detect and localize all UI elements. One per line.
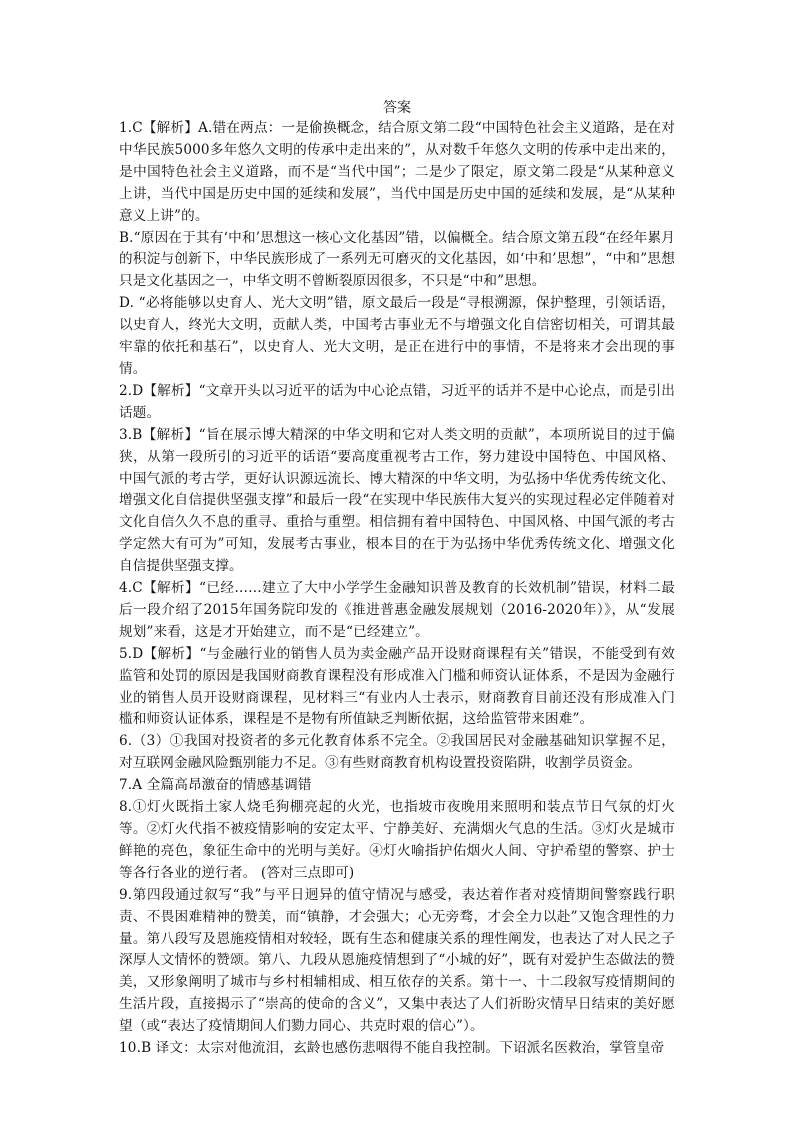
answer-paragraph: D. “必将能够以史育人、光大文明”错，原文最后一段是“寻根溯源，保护整理，引领话语，以史育人，终光大文明，贡献人类，中国考古事业无不与增强文化自信密切相关，可谓其最牢靠的依托和基石”，以史育人、光大文明，是正在进行中的事情，不是将来才会出现的事情。 xyxy=(119,295,675,377)
answer-paragraph: 1.C【解析】A.错在两点：一是偷换概念，结合原文第二段“中国特色社会主义道路，是在对中华民族5000多年悠久文明的传承中走出来的”，从对数千年悠久文明的传承中走出来的，是中国特色社会主义道路，而不是“当代中国”；二是少了限定，原文第二段是“从某种意义上讲，当代中国是历史中国的延续和发展”，当代中国是历史中国的延续和发展，是“从某种意义上讲”的。 xyxy=(119,120,675,224)
answer-paragraph: 9.第四段通过叙写“我”与平日迥异的值守情况与感受，表达着作者对疫情期间警察践行职责、不畏困难精神的赞美，而“镇静，才会强大；心无旁骛，才会全力以赴”又饱含理性的力量。第八段写及恩施疫情相对较轻，既有生态和健康关系的理性阐发，也表达了对人民之子深厚人文情怀的赞颂。第八、九段从恩施疫情想到了“小城的好”，既有对爱护生态做法的赞美，又形象阐明了城市与乡村相辅相成、相互依存的关系。第十一、十二段叙写疫情期间的生活片段，直接揭示了“崇高的使命的含义”，又集中表达了人们祈盼灾情早日结束的美好愿望（或“表达了疫情期间人们勠力同心、共克时艰的信心”）。 xyxy=(119,886,675,1035)
answer-paragraph: 3.B【解析】“旨在展示博大精深的中华文明和它对人类文明的贡献”，本项所说目的过于偏狭，从第一段所引的习近平的话语“要高度重视考古工作，努力建设中国特色、中国风格、中国气派的考古学，更好认识源远流长、博大精深的中华文明，为弘扬中华优秀传统文化、增强文化自信提供坚强支撑”和最后一段“在实现中华民族伟大复兴的实现过程必定伴随着对文化自信久久不息的重寻、重拾与重塑。相信拥有着中国特色、中国风格、中国气派的考古学定然大有可为”可知，发展考古事业，根本目的在于为弘扬中华优秀传统文化、增强文化自信提供坚强支撑。 xyxy=(119,426,675,575)
answer-paragraph: 10.B 译文：太宗对他流泪，玄龄也感伤悲咽得不能自我控制。下诏派名医救治，掌管皇帝 xyxy=(119,1040,665,1057)
answer-paragraph: 8.①灯火既指土家人烧毛狗棚亮起的火光，也指坡市夜晚用来照明和装点节日气氛的灯火等。②灯火代指不被疫情影响的安定太平、宁静美好、充满烟火气息的生活。③灯火是城市鲜艳的亮色，象征生命中的光明与美好。④灯火喻指护佑烟火人间、守护希望的警察、护士等各行各业的逆行者。 (答对三点即可) xyxy=(119,799,675,881)
answer-paragraph: 5.D【解析】“与金融行业的销售人员为卖金融产品开设财商课程有关”错误，不能受到有效监管和处罚的原因是我国财商教育课程没有形成准入门槛和师资认证体系，不是因为金融行业的销售人员开设财商课程，见材料三“有业内人士表示，财商教育目前还没有形成准入门槛和师资认证体系，课程是不是物有所值缺乏判断依据，这给监管带来困难”。 xyxy=(119,645,675,728)
answer-body xyxy=(119,118,675,1060)
answer-paragraph: B.“原因在于其有‘中和’思想这一核心文化基因”错，以偏概全。结合原文第五段“在经年累月的积淀与创新下，中华民族形成了一系列无可磨灭的文化基因，如‘中和’思想”，“中和”思想只是文化基因之一，中华文明不曾断裂原因很多，不只是“中和”思想。 xyxy=(119,229,675,290)
answer-paragraph: 2.D【解析】“文章开头以习近平的话为中心论点错，习近平的话并不是中心论点，而是引出话题。 xyxy=(119,382,675,421)
answer-paragraph: 7.A 全篇高昂激奋的情感基调错 xyxy=(119,777,312,794)
answer-paragraph: 4.C【解析】“已经……建立了大中小学学生金融知识普及教育的长效机制”错误，材料二最后一段介绍了2015年国务院印发的《推进普惠金融发展规划（2016-2020年）》，从“发展规划”来看，这是才开始建立，而不是“已经建立”。 xyxy=(119,580,675,640)
page-title: 答案 xyxy=(383,100,411,116)
answer-paragraph: 6.（3）①我国对投资者的多元化教育体系不完全。②我国居民对金融基础知识掌握不足，对互联网金融风险甄别能力不足。③有些财商教育机构设置投资陷阱，收割学员资金。 xyxy=(119,733,675,772)
